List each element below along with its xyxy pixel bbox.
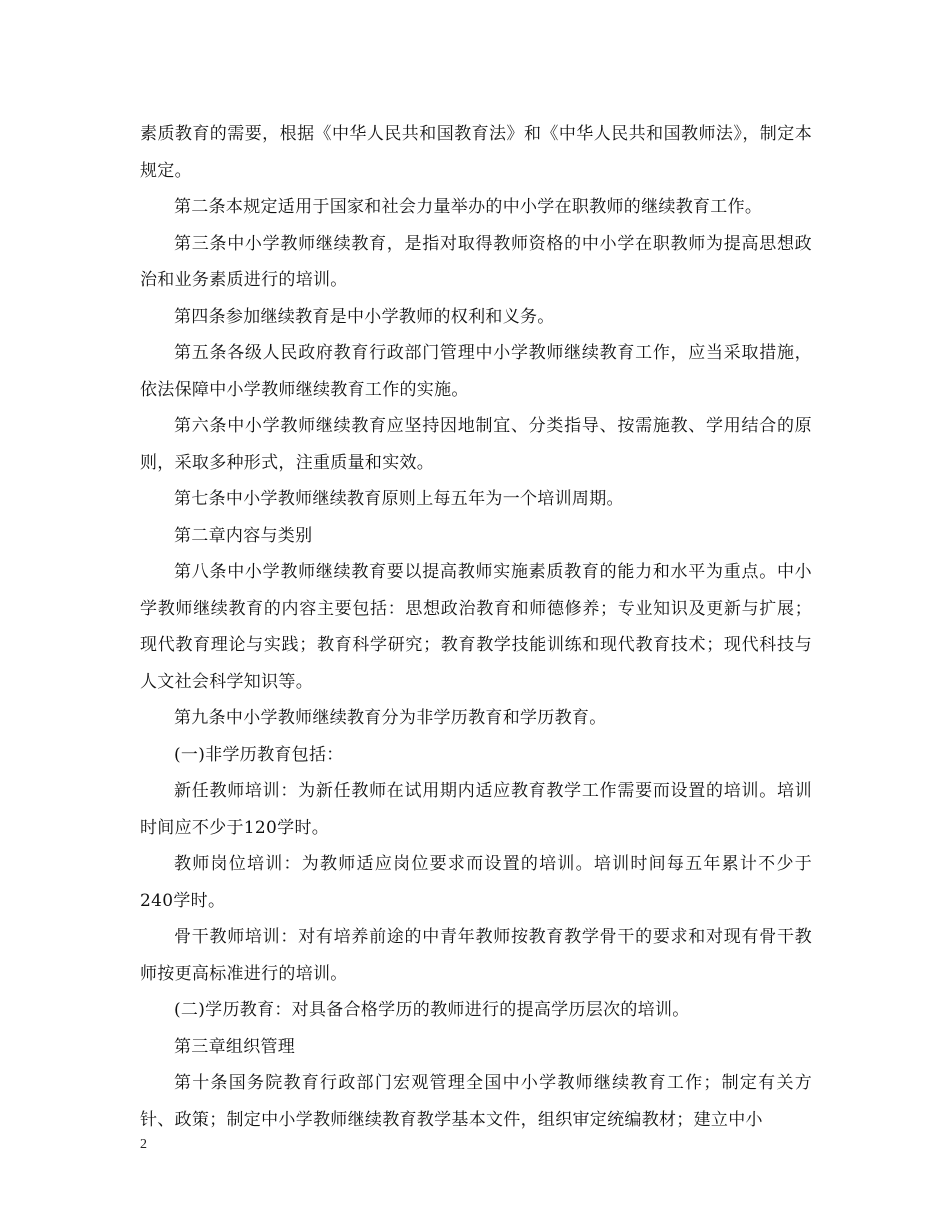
page-number: 2: [140, 1137, 147, 1152]
paragraph-9: 第八条中小学教师继续教育要以提高教师实施素质教育的能力和水平为重点。中小学教师继续教育的内容主要包括：思想政治教育和师德修养；专业知识及更新与扩展；现代教育理论与实践；教育科学研究；教育教学技能训练和现代教育技术；现代科技与人文社会科学知识等。: [140, 562, 812, 692]
paragraph-2: 第二条本规定适用于国家和社会力量举办的中小学在职教师的继续教育工作。: [174, 197, 763, 217]
paragraph-10: 第九条中小学教师继续教育分为非学历教育和学历教育。: [174, 708, 607, 728]
paragraph-4: 第四条参加继续教育是中小学教师的权利和义务。: [174, 306, 555, 327]
paragraph-5: 第五条各级人民政府教育行政部门管理中小学教师继续教育工作，应当采取措施，依法保障中小学教师继续教育工作的实施。: [140, 343, 812, 400]
chapter-heading-3: 第三章组织管理: [174, 1036, 296, 1057]
paragraph-7: 第七条中小学教师继续教育原则上每五年为一个培训周期。: [174, 489, 624, 509]
paragraph-1: 素质教育的需要，根据《中华人民共和国教育法》和《中华人民共和国教师法》，制定本规定。: [140, 124, 812, 181]
paragraph-11: (一)非学历教育包括：: [174, 744, 344, 765]
paragraph-13: 教师岗位培训：为教师适应岗位要求而设置的培训。培训时间每五年累计不少于240学时。: [140, 854, 812, 911]
chapter-heading-2: 第二章内容与类别: [174, 525, 313, 546]
paragraph-15: (二)学历教育：对具备合格学历的教师进行的提高学历层次的培训。: [174, 1000, 690, 1020]
paragraph-14: 骨干教师培训：对有培养前途的中青年教师按教育教学骨干的要求和对现有骨干教师按更高标准进行的培训。: [140, 927, 812, 984]
paragraph-6: 第六条中小学教师继续教育应坚持因地制宜、分类指导、按需施教、学用结合的原则，采取多种形式，注重质量和实效。: [140, 416, 812, 473]
paragraph-17: 第十条国务院教育行政部门宏观管理全国中小学教师继续教育工作；制定有关方针、政策；制定中小学教师继续教育教学基本文件，组织审定统编教材；建立中小: [140, 1073, 812, 1130]
paragraph-12: 新任教师培训：为新任教师在试用期内适应教育教学工作需要而设置的培训。培训时间应不少于120学时。: [140, 781, 812, 838]
paragraph-3: 第三条中小学教师继续教育，是指对取得教师资格的中小学在职教师为提高思想政治和业务素质进行的培训。: [140, 233, 812, 290]
document-body: [140, 116, 812, 1138]
